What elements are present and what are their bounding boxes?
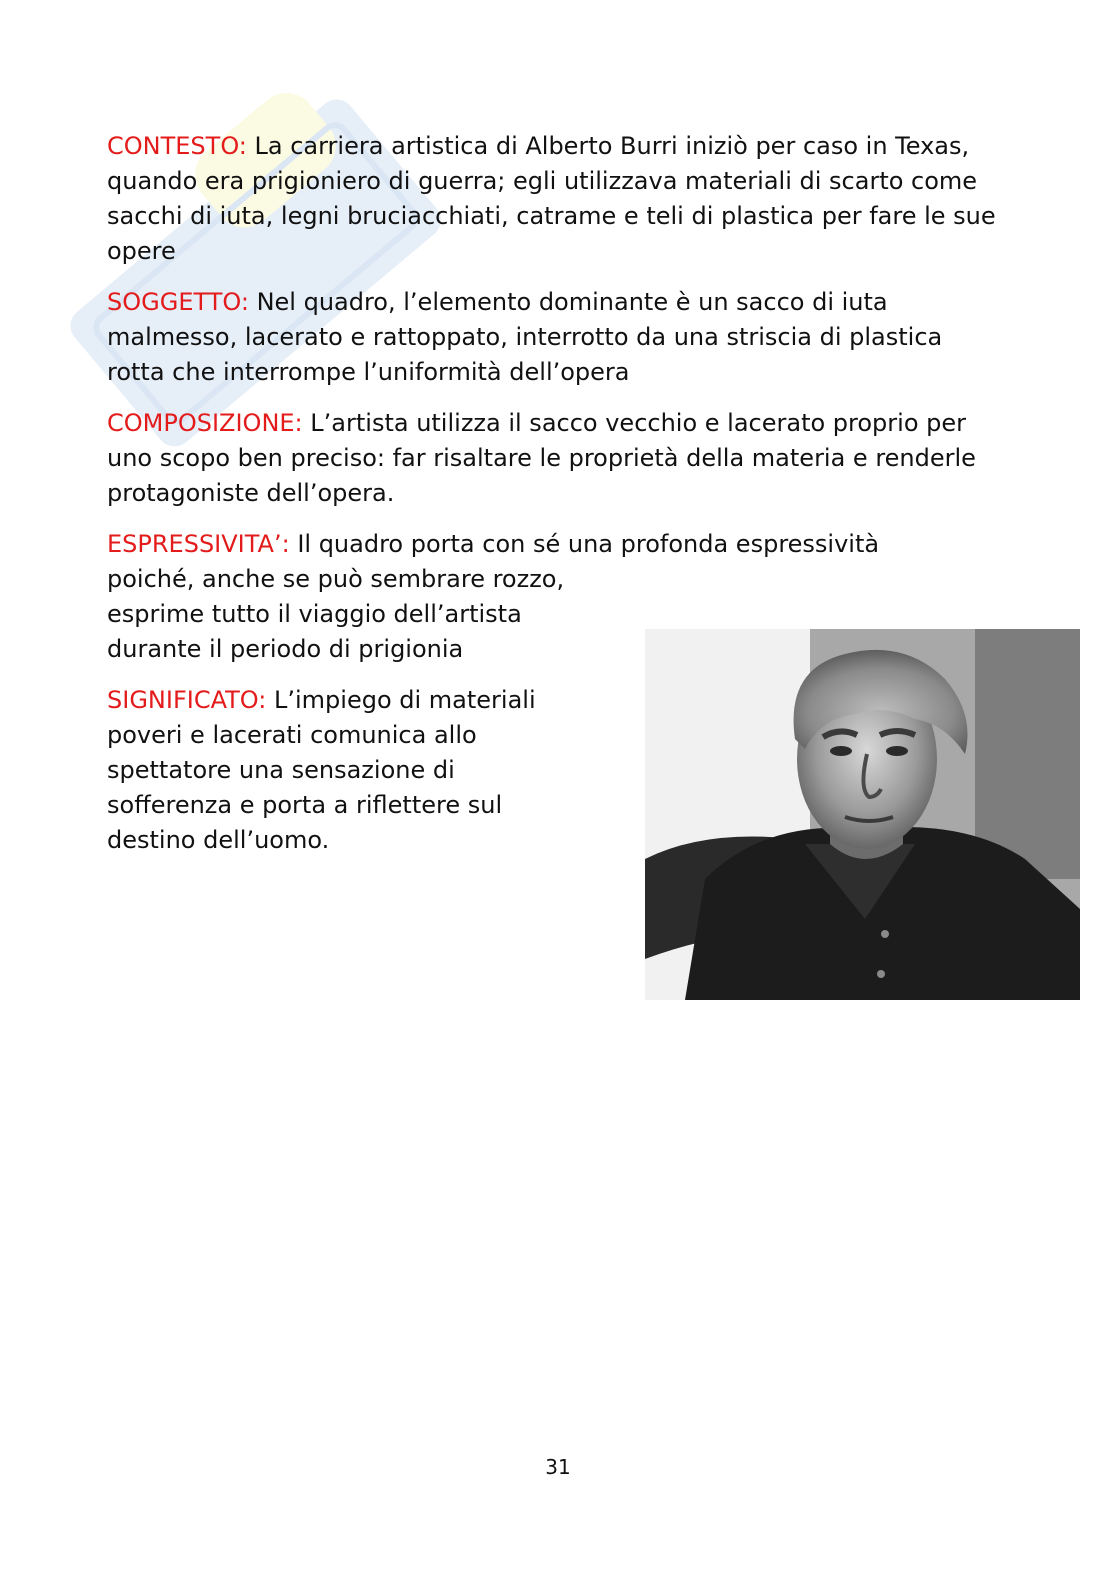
page-number: 31 [545, 1455, 571, 1479]
label-composizione: COMPOSIZIONE: [107, 409, 303, 437]
label-significato: SIGNIFICATO: [107, 686, 267, 714]
paragraph-soggetto [107, 285, 997, 390]
paragraph-contesto [107, 129, 997, 269]
paragraph-significato [107, 683, 582, 858]
text-espressivita-rest: poiché, anche se può sembrare rozzo, esprime tutto il viaggio dell’artista durante il periodo di prigionia [107, 565, 565, 663]
label-contesto: CONTESTO: [107, 132, 247, 160]
label-espressivita: ESPRESSIVITA’: [107, 530, 290, 558]
text-soggetto: Nel quadro, l’elemento dominante è un sacco di iuta malmesso, lacerato e rattoppato, interrotto da una striscia di plastica rotta che interrompe l’uniformità dell’opera [107, 288, 943, 386]
text-espressivita-first-line: Il quadro porta con sé una profonda espressività [289, 530, 880, 558]
label-soggetto: SOGGETTO: [107, 288, 249, 316]
paragraph-composizione [107, 406, 997, 511]
text-composizione: L’artista utilizza il sacco vecchio e lacerato proprio per uno scopo ben preciso: far risaltare le proprietà della materia e renderle protagoniste dell’opera. [107, 409, 976, 507]
espressivita-first-line [107, 527, 997, 562]
text-contesto: La carriera artistica di Alberto Burri iniziò per caso in Texas, quando era prigioniero di guerra; egli utilizzava materiali di scarto come sacchi di iuta, legni bruciacchiati, catrame e teli di plastica per fare le sue opere [107, 132, 996, 265]
artist-portrait-photo [645, 629, 1080, 1000]
text-significato: L’impiego di materiali poveri e lacerati comunica allo spettatore una sensazione di sofferenza e porta a riflettere sul destino dell’uomo. [107, 686, 536, 854]
